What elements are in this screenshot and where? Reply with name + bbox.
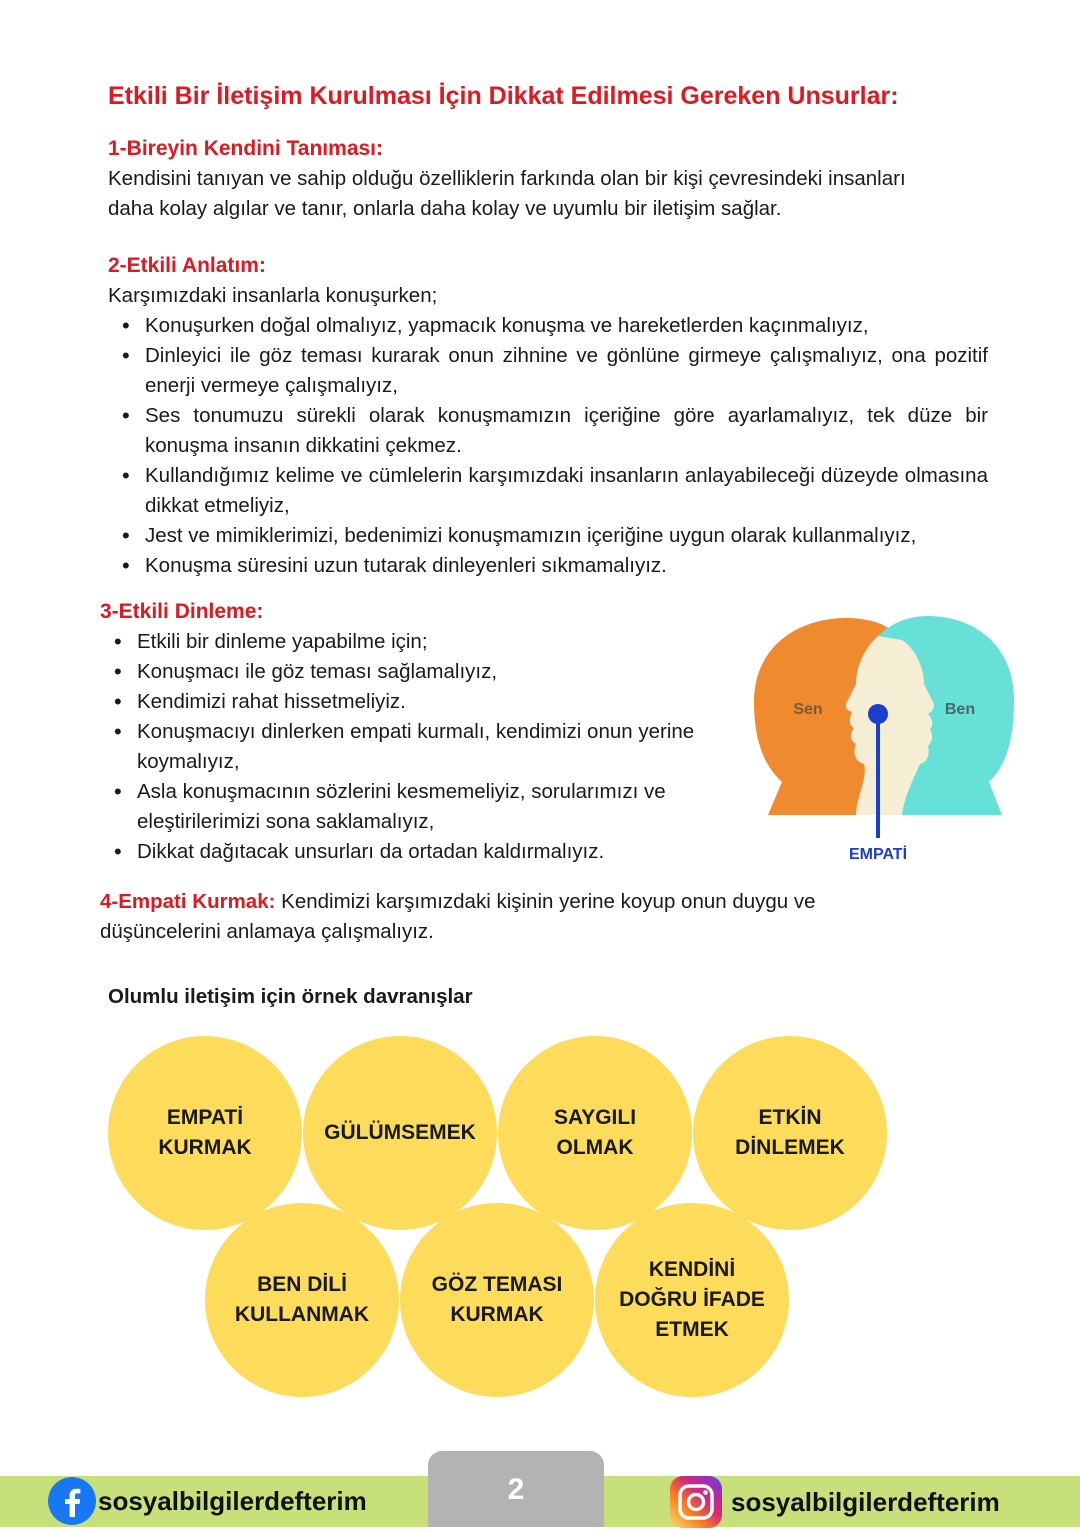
facebook-icon[interactable] xyxy=(48,1477,96,1525)
behavior-circle: BEN DİLİ KULLANMAK xyxy=(205,1203,399,1397)
list-item: • Konuşurken doğal olmalıyız, yapmacık konuşma ve hareketlerden kaçınmalıyız, xyxy=(108,311,988,341)
bullet-list xyxy=(108,311,988,581)
paragraph-line: Kendisini tanıyan ve sahip olduğu özelliklerin farkında olan bir kişi çevresindeki insanları xyxy=(108,167,906,190)
section-self-knowledge xyxy=(108,134,998,224)
two-heads-illustration xyxy=(752,612,1020,868)
section-heading: 4-Empati Kurmak: xyxy=(100,890,276,913)
behavior-circle: GÜLÜMSEMEK xyxy=(303,1036,497,1230)
section-intro: Karşımızdaki insanlarla konuşurken; xyxy=(108,284,438,307)
list-item: • Konuşma süresini uzun tutarak dinleyenleri sıkmamalıyız. xyxy=(108,551,988,581)
behavior-circle: KENDİNİ DOĞRU İFADE ETMEK xyxy=(595,1203,789,1397)
list-item: • Dikkat dağıtacak unsurları da ortadan kaldırmalıyız. xyxy=(100,837,740,867)
empathy-text-line-2: düşüncelerini anlamaya çalışmalıyız. xyxy=(100,920,434,943)
bullet-list xyxy=(100,627,740,867)
instagram-icon[interactable] xyxy=(670,1476,722,1528)
empathy-dot xyxy=(868,704,888,724)
instagram-handle[interactable]: sosyalbilgilerdefterim xyxy=(731,1487,1000,1517)
facebook-handle[interactable]: sosyalbilgilerdefterim xyxy=(98,1486,367,1516)
list-item: • Kullandığımız kelime ve cümlelerin karşımızdaki insanların anlayabileceği düzeyde olmasına dikkat etmeliyiz, xyxy=(108,461,988,521)
list-item: • Konuşmacı ile göz teması sağlamalıyız, xyxy=(100,657,740,687)
section-effective-expression xyxy=(108,251,988,581)
list-item: • Etkili bir dinleme yapabilme için; xyxy=(100,627,740,657)
behavior-circle: EMPATİ KURMAK xyxy=(108,1036,302,1230)
behavior-circle: SAYGILI OLMAK xyxy=(498,1036,692,1230)
section-effective-listening xyxy=(100,597,740,867)
page-title: Etkili Bir İletişim Kurulması İçin Dikkat Edilmesi Gereken Unsurlar: xyxy=(108,82,899,110)
empathy-text: Kendimizi karşımızdaki kişinin yerine koyup onun duygu ve xyxy=(281,890,816,913)
empathy-illustration xyxy=(752,612,1020,868)
list-item: • Kendimizi rahat hissetmeliyiz. xyxy=(100,687,740,717)
label-empati: EMPATİ xyxy=(848,846,908,863)
behavior-circle: GÖZ TEMASI KURMAK xyxy=(400,1203,594,1397)
section-empathy xyxy=(100,887,980,947)
list-item: • Ses tonumuzu sürekli olarak konuşmamızın içeriğine göre ayarlamalıyız, tek düze bir konuşma insanın dikkatini çekmez. xyxy=(108,401,988,461)
section-heading: 1-Bireyin Kendini Tanıması: xyxy=(108,137,383,160)
page-number: 2 xyxy=(428,1451,604,1527)
section-heading: 2-Etkili Anlatım: xyxy=(108,254,266,277)
behavior-circle: ETKİN DİNLEMEK xyxy=(693,1036,887,1230)
paragraph-line: daha kolay algılar ve tanır, onlarla daha kolay ve uyumlu bir iletişim sağlar. xyxy=(108,197,782,220)
behaviors-heading: Olumlu iletişim için örnek davranışlar xyxy=(108,985,473,1008)
list-item: • Jest ve mimiklerimizi, bedenimizi konuşmamızın içeriğine uygun olarak kullanmalıyız, xyxy=(108,521,988,551)
label-sen: Sen xyxy=(793,701,823,718)
list-item: • Dinleyici ile göz teması kurarak onun zihnine ve gönlüne girmeye çalışmalıyız, ona pozitif enerji vermeye çalışmalıyız, xyxy=(108,341,988,401)
empathy-line-1 xyxy=(100,887,980,917)
section-heading: 3-Etkili Dinleme: xyxy=(100,600,264,623)
list-item: • Asla konuşmacının sözlerini kesmemeliyiz, sorularımızı ve eleştirilerimizi sona saklamalıyız, xyxy=(100,777,740,837)
list-item: • Konuşmacıyı dinlerken empati kurmalı, kendimizi onun yerine koymalıyız, xyxy=(100,717,740,777)
label-ben: Ben xyxy=(944,701,976,718)
